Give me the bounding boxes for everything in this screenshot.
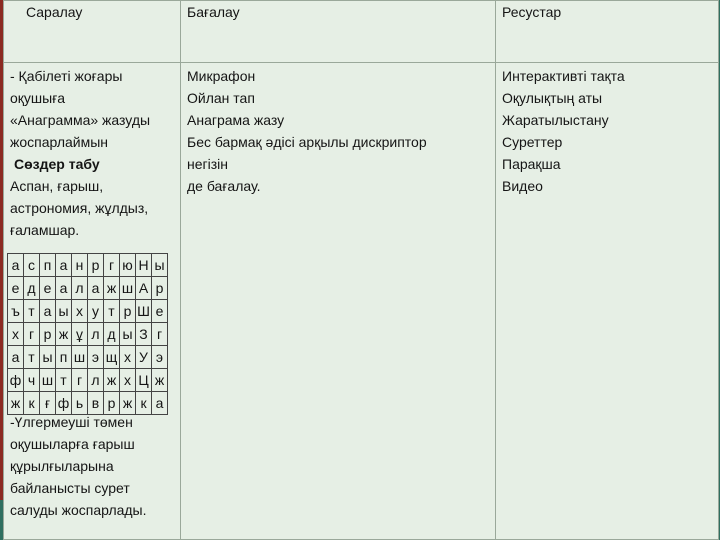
grid-cell: п: [56, 346, 72, 369]
grid-cell: ы: [120, 323, 136, 346]
grid-cell: г: [24, 323, 40, 346]
grid-cell: х: [120, 369, 136, 392]
text-line: «Анаграмма» жазуды: [10, 112, 151, 128]
grid-cell: У: [136, 346, 152, 369]
grid-cell: в: [88, 392, 104, 415]
grid-cell: е: [40, 277, 56, 300]
grid-cell: е: [8, 277, 24, 300]
text-line: - Қабілеті жоғары: [10, 68, 123, 84]
header-assessment: Бағалау: [181, 1, 496, 63]
grid-cell: ы: [40, 346, 56, 369]
grid-cell: р: [104, 392, 120, 415]
text-line: негізін: [187, 156, 228, 172]
grid-cell: х: [8, 323, 24, 346]
text-line: Бес бармақ әдісі арқылы дискриптор: [187, 134, 427, 150]
grid-cell: а: [152, 392, 168, 415]
differentiation-cell: [4, 63, 181, 540]
grid-row: [8, 254, 168, 277]
grid-cell: э: [88, 346, 104, 369]
grid-cell: л: [72, 277, 88, 300]
grid-cell: л: [88, 323, 104, 346]
content-row: [4, 63, 719, 540]
grid-cell: а: [8, 346, 24, 369]
grid-row: [8, 323, 168, 346]
text-line: Ойлан тап: [187, 90, 255, 106]
grid-row: [8, 346, 168, 369]
grid-cell: Ш: [136, 300, 152, 323]
header-row: [4, 1, 719, 63]
text-line: ғаламшар.: [10, 222, 80, 238]
word-search-title: Сөздер табу: [14, 156, 100, 172]
grid-cell: т: [56, 369, 72, 392]
grid-cell: р: [40, 323, 56, 346]
grid-cell: л: [88, 369, 104, 392]
grid-cell: е: [152, 300, 168, 323]
grid-cell: А: [136, 277, 152, 300]
grid-cell: х: [120, 346, 136, 369]
text-line: Микрафон: [187, 68, 256, 84]
header-differentiation: Саралау: [4, 1, 181, 63]
text-line: Анаграма жазу: [187, 112, 285, 128]
low-achiever-note: [10, 411, 174, 521]
text-line: байланысты сурет: [10, 480, 130, 496]
grid-cell: т: [24, 300, 40, 323]
grid-cell: ь: [72, 392, 88, 415]
grid-cell: д: [24, 277, 40, 300]
grid-cell: г: [72, 369, 88, 392]
text-line: оқушыларға ғарыш: [10, 436, 135, 452]
grid-cell: ғ: [40, 392, 56, 415]
lesson-plan-table: [3, 0, 719, 540]
text-line: -Үлгермеуші төмен: [10, 414, 133, 430]
grid-cell: ф: [8, 369, 24, 392]
grid-cell: т: [24, 346, 40, 369]
grid-cell: ы: [152, 254, 168, 277]
grid-cell: р: [120, 300, 136, 323]
grid-cell: д: [104, 323, 120, 346]
grid-cell: ю: [120, 254, 136, 277]
grid-cell: н: [72, 254, 88, 277]
assessment-cell: [181, 63, 496, 540]
text-line: де бағалау.: [187, 178, 261, 194]
grid-cell: ш: [40, 369, 56, 392]
text-line: Жаратылыстану: [502, 112, 609, 128]
grid-cell: а: [56, 277, 72, 300]
text-line: Парақша: [502, 156, 561, 172]
grid-cell: р: [88, 254, 104, 277]
grid-row: [8, 369, 168, 392]
text-line: астрономия, жұлдыз,: [10, 200, 149, 216]
grid-cell: ъ: [8, 300, 24, 323]
text-line: құрылғыларына: [10, 458, 114, 474]
grid-cell: ж: [152, 369, 168, 392]
text-line: Интерактивті тақта: [502, 68, 625, 84]
grid-cell: ш: [72, 346, 88, 369]
text-line: Оқулықтың аты: [502, 90, 603, 106]
grid-row: [8, 277, 168, 300]
grid-cell: а: [56, 254, 72, 277]
grid-cell: ж: [104, 369, 120, 392]
resources-cell: [496, 63, 719, 540]
grid-cell: к: [24, 392, 40, 415]
grid-cell: ы: [56, 300, 72, 323]
grid-cell: п: [40, 254, 56, 277]
grid-cell: г: [104, 254, 120, 277]
grid-cell: ж: [8, 392, 24, 415]
grid-cell: х: [72, 300, 88, 323]
grid-cell: а: [40, 300, 56, 323]
grid-cell: ұ: [72, 323, 88, 346]
grid-cell: З: [136, 323, 152, 346]
grid-cell: ж: [56, 323, 72, 346]
grid-cell: а: [8, 254, 24, 277]
text-line: салуды жоспарлады.: [10, 502, 147, 518]
grid-cell: ж: [120, 392, 136, 415]
grid-cell: г: [152, 323, 168, 346]
text-line: Видео: [502, 178, 543, 194]
text-line: оқушыға: [10, 90, 66, 106]
text-line: Суреттер: [502, 134, 563, 150]
grid-cell: э: [152, 346, 168, 369]
grid-cell: ч: [24, 369, 40, 392]
grid-cell: ж: [104, 277, 120, 300]
grid-cell: ф: [56, 392, 72, 415]
grid-cell: у: [88, 300, 104, 323]
grid-cell: а: [88, 277, 104, 300]
grid-cell: с: [24, 254, 40, 277]
word-search-grid: [7, 253, 168, 415]
text-line: Аспан, ғарыш,: [10, 178, 104, 194]
grid-cell: р: [152, 277, 168, 300]
grid-cell: т: [104, 300, 120, 323]
text-line: жоспарлаймын: [10, 134, 109, 150]
grid-cell: к: [136, 392, 152, 415]
grid-cell: ш: [120, 277, 136, 300]
grid-cell: Н: [136, 254, 152, 277]
header-resources: Ресустар: [496, 1, 719, 63]
grid-row: [8, 300, 168, 323]
grid-cell: щ: [104, 346, 120, 369]
grid-cell: Ц: [136, 369, 152, 392]
